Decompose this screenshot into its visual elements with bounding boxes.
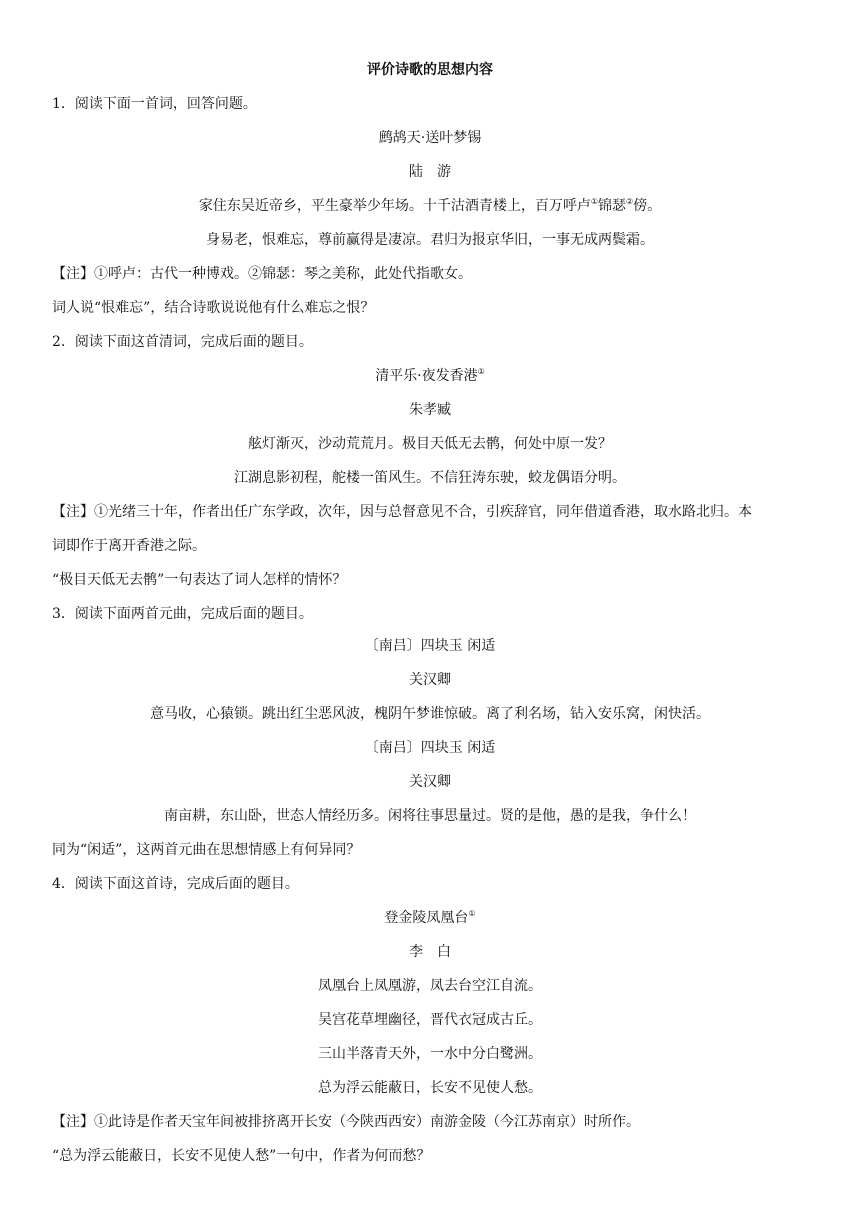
q3-poem1-author: 关汉卿 <box>409 672 451 688</box>
q4-author: 李 白 <box>409 944 451 960</box>
q1-line1-part-a: 家住东吴近帝乡，平生豪举少年场。十千沽酒青楼上，百万呼卢 <box>198 198 591 214</box>
q2-note-line-1: 【注】①光绪三十年，作者出任广东学政，次年，因与总督意见不合，引疾辞官，同年借道香港，取水路北归。本 <box>52 504 752 520</box>
q1-question: 词人说“恨难忘”，结合诗歌说说他有什么难忘之恨？ <box>52 300 375 316</box>
q3-poem2-author: 关汉卿 <box>409 774 451 790</box>
q1-line1-part-c: 傍。 <box>633 198 662 214</box>
q3-poem1-title: 〔南吕〕四块玉 闲适 <box>364 638 496 654</box>
q4-poem-line-4: 总为浮云能蔽日，长安不见使人愁。 <box>318 1080 542 1096</box>
q3-poem1-text: 意马收，心猿锁。跳出红尘恶风波，槐阴午梦谁惊破。离了利名场，钻入安乐窝，闲快活。 <box>150 706 710 722</box>
q2-note-line-2: 词即作于离开香港之际。 <box>52 538 206 554</box>
q3-intro: 3．阅读下面两首元曲，完成后面的题目。 <box>52 606 313 622</box>
q4-poem-title <box>0 908 860 928</box>
q3-question: 同为“闲适”，这两首元曲在思想情感上有何异同？ <box>52 842 361 858</box>
q2-intro: 2．阅读下面这首清词，完成后面的题目。 <box>52 334 313 350</box>
q1-poem-line-1 <box>0 196 860 216</box>
q4-intro: 4．阅读下面这首诗，完成后面的题目。 <box>52 876 299 892</box>
q2-poem-title <box>0 366 860 386</box>
q1-poem-title: 鹧鸪天·送叶梦锡 <box>378 130 482 146</box>
footnote-marker: ① <box>590 197 598 206</box>
q1-line1-part-b: 锦瑟 <box>598 198 626 214</box>
q2-author: 朱孝臧 <box>409 402 451 418</box>
q3-poem2-title: 〔南吕〕四块玉 闲适 <box>364 740 496 756</box>
q4-note: 【注】①此诗是作者天宝年间被排挤离开长安（今陕西西安）南游金陵（今江苏南京）时所作。 <box>52 1114 640 1130</box>
q4-poem-line-2: 吴宫花草埋幽径，晋代衣冠成古丘。 <box>318 1012 542 1028</box>
q4-poem-line-1: 凤凰台上凤凰游，凤去台空江自流。 <box>318 978 542 994</box>
q1-note: 【注】①呼卢：古代一种博戏。②锦瑟：琴之美称，此处代指歌女。 <box>52 266 472 282</box>
q2-title-text: 清平乐·夜发香港 <box>375 368 478 384</box>
q3-poem2-text: 南亩耕，东山卧，世态人情经历多。闲将往事思量过。贤的是他，愚的是我，争什么！ <box>164 808 696 824</box>
footnote-marker: ② <box>626 197 634 206</box>
q2-question: “极目天低无去鹘”一句表达了词人怎样的情怀？ <box>52 572 347 588</box>
q2-poem-line-2: 江湖息影初程，舵楼一笛风生。不信狂涛东驶，蛟龙偶语分明。 <box>234 470 626 486</box>
document-title: 评价诗歌的思想内容 <box>367 62 493 78</box>
footnote-marker: ① <box>468 909 476 918</box>
q4-poem-line-3: 三山半落青天外，一水中分白鹭洲。 <box>318 1046 542 1062</box>
q2-poem-line-1: 舷灯渐灭，沙动荒荒月。极目天低无去鹘，何处中原一发？ <box>248 436 612 452</box>
q1-author: 陆 游 <box>409 164 451 180</box>
q1-intro: 1．阅读下面一首词，回答问题。 <box>52 96 257 112</box>
q4-question: “总为浮云能蔽日，长安不见使人愁”一句中，作者为何而愁？ <box>52 1148 431 1164</box>
q4-title-text: 登金陵凤凰台 <box>384 910 469 926</box>
q1-poem-line-2: 身易老，恨难忘，尊前赢得是凄凉。君归为报京华旧，一事无成两鬓霜。 <box>206 232 654 248</box>
footnote-marker: ① <box>477 367 485 376</box>
